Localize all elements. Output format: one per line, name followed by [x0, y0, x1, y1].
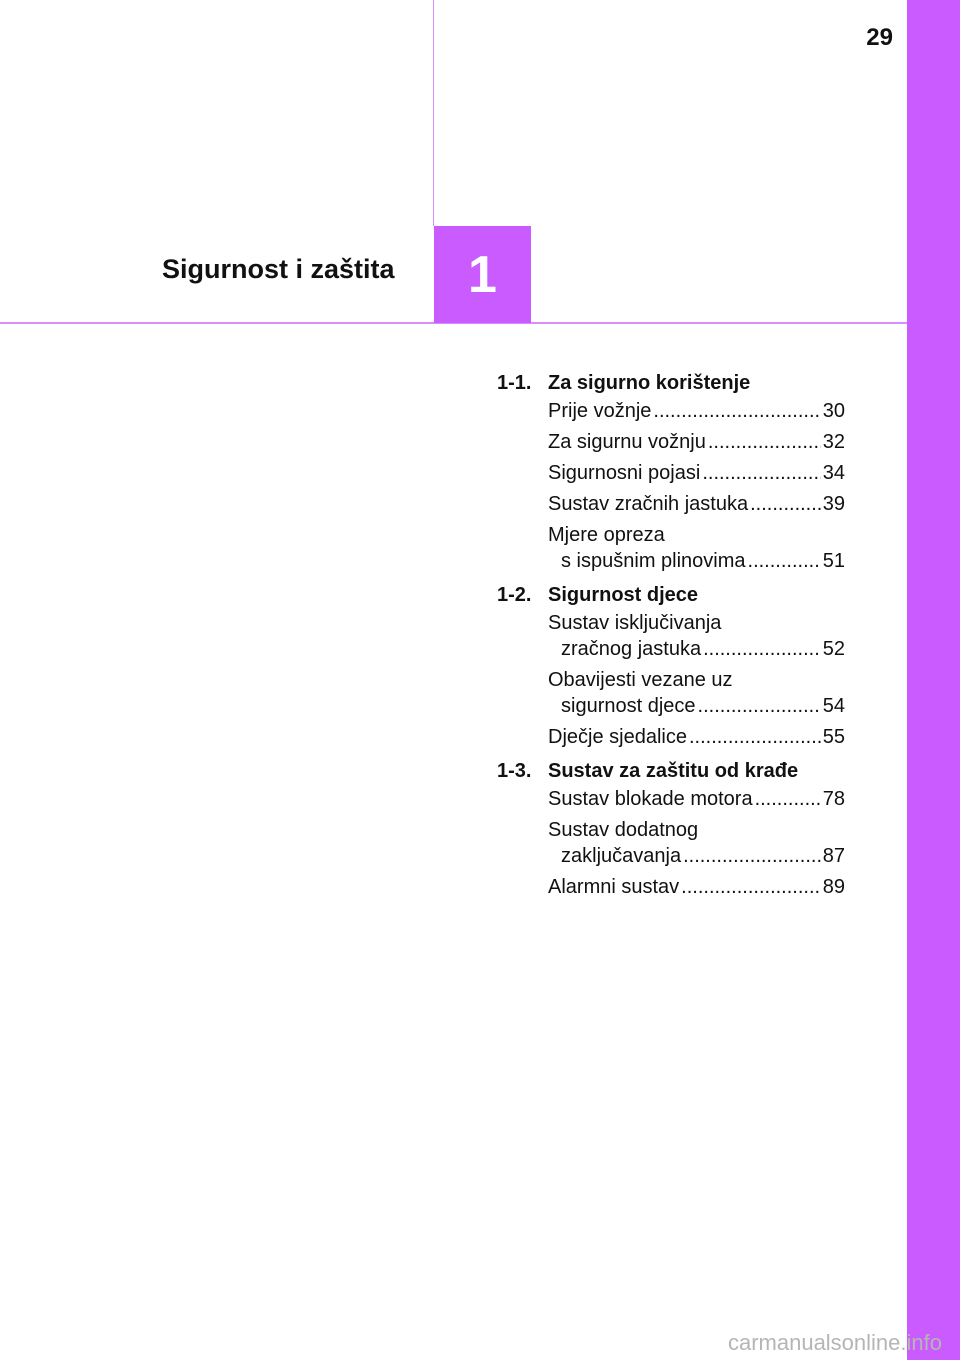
- entry-title: Sustav blokade motora: [548, 788, 753, 810]
- vertical-divider: [433, 0, 434, 226]
- entry-title: Sigurnosni pojasi: [548, 462, 701, 484]
- entry-page: 54: [822, 695, 845, 717]
- toc-entry[interactable]: [548, 429, 845, 455]
- leader-dots: [750, 491, 821, 517]
- toc-entry[interactable]: [548, 610, 845, 662]
- entry-page: 39: [822, 493, 845, 515]
- entry-title: Za sigurnu vožnju: [548, 431, 706, 453]
- watermark: carmanualsonline.info: [727, 1330, 942, 1355]
- chapter-title: Sigurnost i zaštita: [162, 254, 395, 284]
- leader-dots: [703, 636, 821, 662]
- leader-dots: [698, 693, 821, 719]
- page-number: 29: [866, 24, 893, 51]
- entry-title: Dječje sjedalice: [548, 726, 687, 748]
- entry-page: 89: [822, 876, 845, 898]
- entry-page: 32: [822, 431, 845, 453]
- section-number: 1-1.: [497, 372, 532, 394]
- entry-title-line1: Sustav isključivanja: [548, 612, 722, 634]
- section-title: Sustav za zaštitu od krađe: [548, 760, 799, 782]
- leader-dots: [689, 724, 821, 750]
- toc-entry[interactable]: [548, 817, 845, 869]
- leader-dots: [653, 398, 820, 424]
- entry-title: Sustav zračnih jastuka: [548, 493, 749, 515]
- leader-dots: [683, 843, 821, 869]
- toc-entry[interactable]: [548, 491, 845, 517]
- entry-page: 51: [822, 550, 845, 572]
- toc-section: [497, 756, 845, 900]
- entry-title: Prije vožnje: [548, 400, 652, 422]
- toc-entry[interactable]: [548, 786, 845, 812]
- toc-entry[interactable]: [548, 522, 845, 574]
- entry-title-line1: Sustav dodatnog: [548, 819, 699, 841]
- toc-entry[interactable]: [548, 667, 845, 719]
- entry-title-line2: zračnog jastuka: [561, 638, 702, 660]
- entry-title-line2: zaključavanja: [561, 845, 682, 867]
- section-heading[interactable]: [497, 580, 845, 610]
- entry-title: Alarmni sustav: [548, 876, 680, 898]
- entry-page: 78: [822, 788, 845, 810]
- leader-dots: [755, 786, 821, 812]
- entry-title-line2: s ispušnim plinovima: [561, 550, 746, 572]
- section-heading[interactable]: [497, 756, 845, 786]
- entry-page: 87: [822, 845, 845, 867]
- table-of-contents: [497, 368, 845, 906]
- leader-dots: [681, 874, 821, 900]
- section-title: Sigurnost djece: [548, 584, 699, 606]
- toc-entry[interactable]: [548, 398, 845, 424]
- entry-page: 34: [822, 462, 845, 484]
- chapter-side-tab: [907, 0, 960, 1360]
- section-heading[interactable]: [497, 368, 845, 398]
- toc-entry[interactable]: [548, 460, 845, 486]
- entry-title-line1: Obavijesti vezane uz: [548, 669, 733, 691]
- toc-section: [497, 580, 845, 750]
- leader-dots: [702, 460, 820, 486]
- entry-page: 30: [822, 400, 845, 422]
- entry-title-line1: Mjere opreza: [548, 524, 665, 546]
- section-number: 1-3.: [497, 760, 532, 782]
- toc-section: [497, 368, 845, 574]
- entry-page: 52: [822, 638, 845, 660]
- entry-page: 55: [822, 726, 845, 748]
- entry-title-line2: sigurnost djece: [561, 695, 696, 717]
- toc-entry[interactable]: [548, 874, 845, 900]
- leader-dots: [708, 429, 821, 455]
- chapter-number-box: 1: [434, 226, 531, 323]
- section-number: 1-2.: [497, 584, 532, 606]
- toc-entry[interactable]: [548, 724, 845, 750]
- leader-dots: [748, 548, 821, 574]
- section-title: Za sigurno korištenje: [548, 372, 751, 394]
